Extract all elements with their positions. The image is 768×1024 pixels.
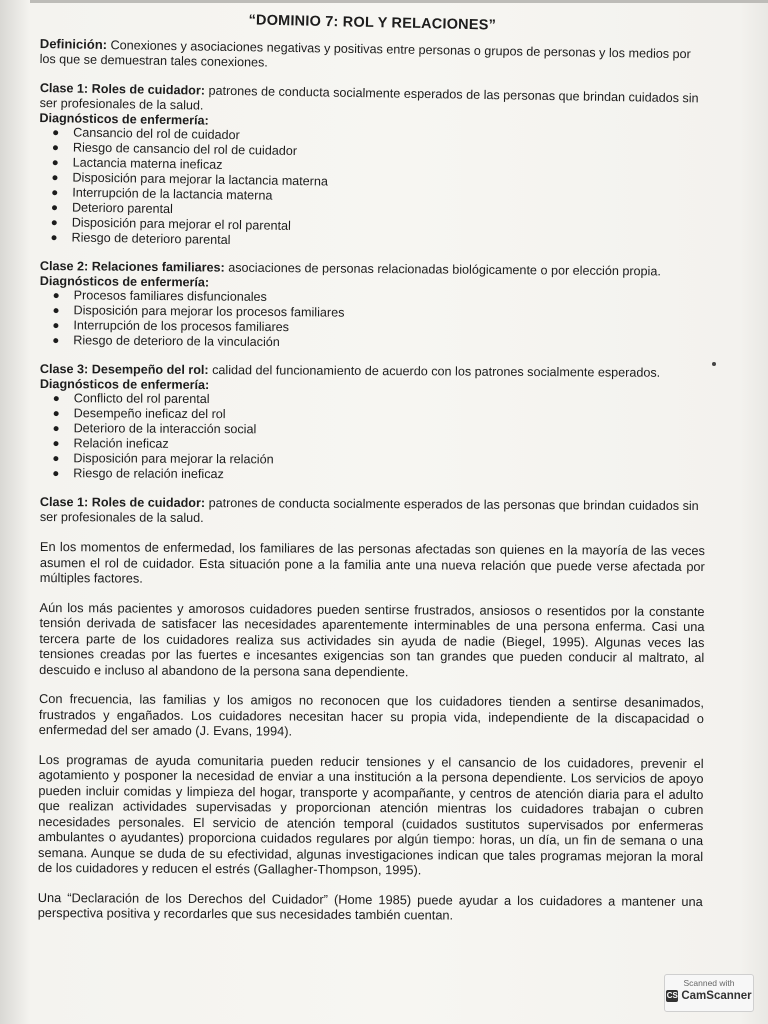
bullet-icon [53,323,58,328]
class-2-dx-label: Diagnósticos de enfermería: [39,273,210,290]
definition-text: Conexiones y asociaciones negativas y positivas entre personas o grupos de personas y los medios por los que se demuestran tales conexiones. [39,38,691,70]
class-1-repeat-heading [40,495,705,529]
dx-item-text: Disposición para mejorar el rol parental [71,215,291,233]
watermark-line2: CamScanner [681,990,752,1002]
bullet-icon [54,308,59,313]
class-3-dx-list [39,391,705,485]
dx-item-text: Interrupción de los procesos familiares [73,318,290,335]
bullet-icon [53,130,58,135]
bullet-icon [53,441,58,446]
dx-item-text: Disposición para mejorar la lactancia materna [72,170,329,189]
document-body [37,8,705,935]
class-3-section [39,362,705,485]
bullet-icon [53,338,58,343]
class-1-description: patrones de conducta socialmente esperados de las personas que brindan cuidados sin ser profesionales de la salud. [39,83,699,113]
class-3-description: calidad del funcionamiento de acuerdo con los patrones socialmente esperados. [208,363,661,380]
bullet-icon [52,190,57,195]
paragraph: Aún los más pacientes y amorosos cuidadores pueden sentirse frustrados, ansiosos o resentidos por la constante tensión derivada de satisfacer las necesidades aparentemente interminables de una persona enferma. Casi una tercera parte de los cuidadores realiza sus actividades sin ayuda de nadie (Biegel, 1995). Algunas veces las tensiones creadas por las fuertes e incesantes exigencias son tan grandes que pueden conducir al maltrato, al descuido e incluso al abandono de la persona sana dependiente. [39,599,705,679]
class-1-section [37,81,704,255]
dx-item-text: Deterioro parental [71,200,173,217]
class-1-repeat-section [40,495,705,529]
bullet-icon [53,471,58,476]
class-2-description: asociaciones de personas relacionadas biológicamente o por elección propia. [224,260,661,279]
page-edge [30,0,768,3]
bullet-icon [54,293,59,298]
document-title: “DOMINIO 7: ROL Y RELACIONES” [248,12,497,34]
paragraph: Los programas de ayuda comunitaria pueden reducir tensiones y el cansancio de los cuidadores, prevenir el agotamiento y posponer la necesidad de enviar a una institución a la persona dependiente. Los servicios de apoyo pueden incluir comidas y limpieza del hogar, transporte y acompañante, y centros de atención diaria para el adulto que realizan actividades supervisadas y proporcionan atención mientras los cuidadores trabajan o cubren necesidades personales. El servicio de atención temporal (cuidados sustitutos supervisados por enfermeras ambulantes o ayudantes) proporciona cuidados regulares por algún tiempo: horas, un día, un fin de semana o una semana. Aunque se duda de su efectividad, algunas investigaciones indican que tales programas mejoran la moral de los cuidadores y reducen el estrés (Gallagher-Thompson, 1995). [37,751,704,878]
dx-item-text: Cansancio del rol de cuidador [73,125,240,143]
watermark-line1: Scanned with [683,978,735,988]
scan-speck [712,362,716,366]
dx-item-text: Riesgo de cansancio del rol de cuidador [72,140,298,159]
bullet-icon [54,426,59,431]
dx-item-text: Disposición para mejorar la relación [73,451,274,467]
class-2-section [39,259,705,354]
dx-item-text: Disposición para mejorar los procesos familiares [73,303,345,320]
body-text [38,539,705,925]
dx-item-text: Conflicto del rol parental [73,391,210,407]
class-1-repeat-label: Clase 1: Roles de cuidador: [39,495,206,511]
bullet-icon [52,235,57,240]
bullet-icon [53,145,58,150]
definition [40,36,705,77]
bullet-icon [52,220,57,225]
bullet-icon [54,396,59,401]
dx-item-text: Interrupción de la lactancia materna [72,185,273,203]
dx-item-text: Deterioro de la interacción social [73,421,257,437]
bullet-icon [53,160,58,165]
bullet-icon [52,205,57,210]
class-2-label: Clase 2: Relaciones familiares: [39,259,225,275]
scanner-watermark [664,974,754,1012]
dx-item-text: Relación ineficaz [73,436,169,451]
dx-item-text: Lactancia materna ineficaz [72,155,223,172]
camscanner-icon: CS [666,991,678,1000]
class-1-repeat-description: patrones de conducta socialmente esperados de las personas que brindan cuidados sin ser profesionales de la salud. [39,496,699,526]
class-1-label: Clase 1: Roles de cuidador: [39,81,206,98]
paragraph: Con frecuencia, las familias y los amigos no reconocen que los cuidadores tienden a sentirse desanimados, frustrados y engañados. Los cuidadores necesitan hacer su propia vida, independiente de la discapacidad o enfermedad del ser amado (J. Evans, 1994). [38,690,705,739]
class-1-dx-label: Diagnósticos de enfermería: [39,110,209,128]
paragraph: En los momentos de enfermedad, los familiares de las personas afectadas son quienes en la mayoría de las veces asumen el rol de cuidador. Esta situación pone a la familia ante una nueva relación que puede verse afectada por múltiples factores. [39,539,705,586]
class-3-dx-label: Diagnósticos de enfermería: [39,376,210,393]
dx-item-text: Procesos familiares disfuncionales [73,288,267,304]
class-3-label: Clase 3: Desempeño del rol: [39,362,209,378]
dx-item-text: Desempeño ineficaz del rol [73,406,226,422]
bullet-icon [54,411,59,416]
list-item [53,466,704,485]
bullet-icon [53,456,58,461]
dx-item-text: Riesgo de relación ineficaz [73,466,224,482]
class-2-dx-list [39,288,704,354]
watermark-brand [666,990,751,1002]
bullet-icon [52,175,57,180]
paragraph: Una “Declaración de los Derechos del Cuidador” (Home 1985) puede ayudar a los cuidadores a mantener una perspectiva positiva y recordarles que sus necesidades también cuentan. [37,889,703,923]
dx-item-text: Riesgo de deterioro de la vinculación [73,333,280,350]
definition-label: Definición: [39,36,108,53]
class-1-dx-list [37,125,704,255]
dx-item-text: Riesgo de deterioro parental [71,230,231,248]
